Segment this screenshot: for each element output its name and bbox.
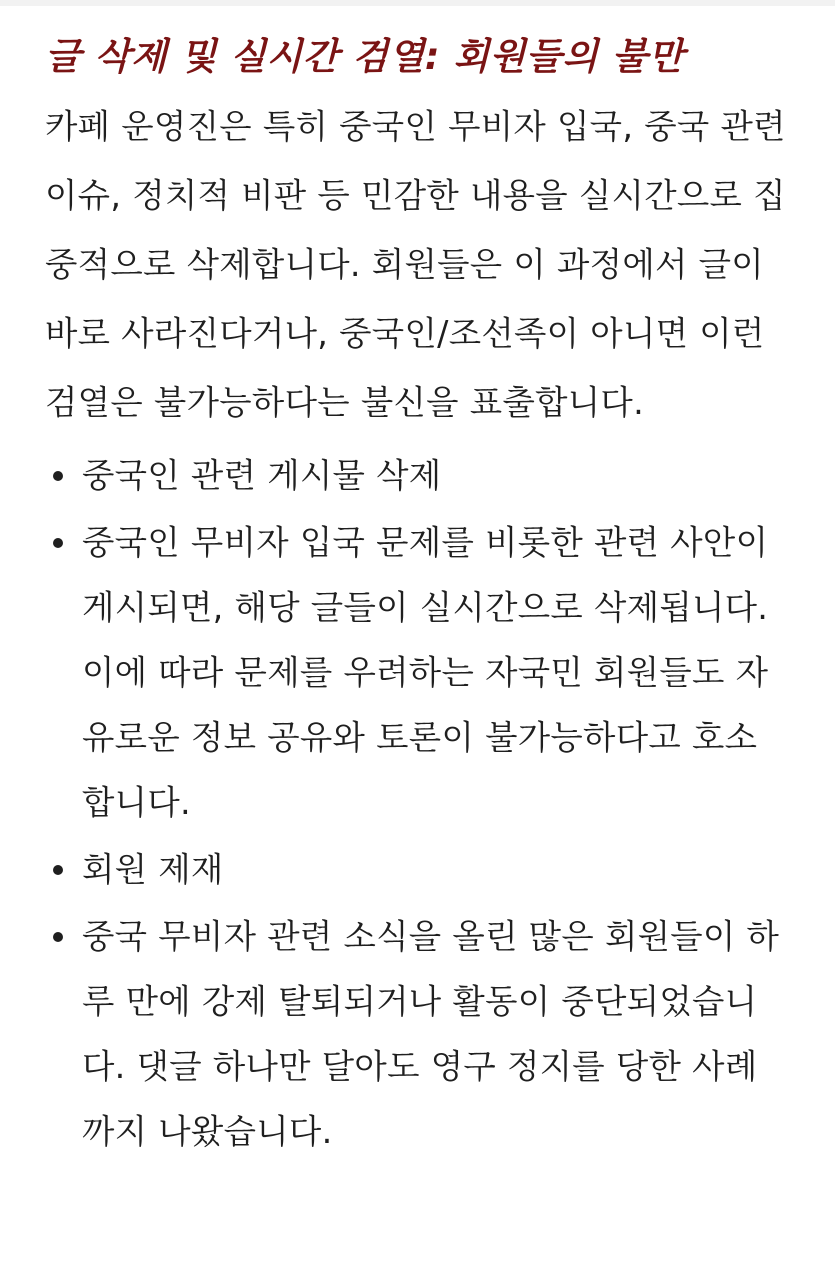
- bullet-dot-icon: [53, 538, 63, 548]
- bullet-dot-icon: [53, 932, 63, 942]
- bullet-item: [45, 443, 787, 508]
- bullet-item: [45, 904, 787, 1164]
- bullet-item: [45, 837, 787, 902]
- bullet-item: [45, 510, 787, 835]
- bullet-dot-icon: [53, 865, 63, 875]
- bullet-text: 중국인 관련 게시물 삭제: [82, 456, 442, 495]
- bullet-text: 중국 무비자 관련 소식을 올린 많은 회원들이 하루 만에 강제 탈퇴되거나 활동이 중단되었습니다. 댓글 하나만 달아도 영구 정지를 당한 사례까지 나왔습니다.: [82, 917, 780, 1151]
- bullet-dot-icon: [53, 471, 63, 481]
- intro-paragraph: 카페 운영진은 특히 중국인 무비자 입국, 중국 관련 이슈, 정치적 비판 등 민감한 내용을 실시간으로 집중적으로 삭제합니다. 회원들은 이 과정에서 글이 바로 사라진다거나, 중국인/조선족이 아니면 이런 검열은 불가능하다는 불신을 표출합니다.: [45, 107, 786, 422]
- bullet-text: 중국인 무비자 입국 문제를 비롯한 관련 사안이 게시되면, 해당 글들이 실시간으로 삭제됩니다. 이에 따라 문제를 우려하는 자국민 회원들도 자유로운 정보 공유와 토론이 불가능하다고 호소합니다.: [82, 523, 769, 822]
- bullet-list: [45, 443, 787, 1164]
- bullet-text: 회원 제재: [82, 850, 224, 889]
- section-heading: 글 삭제 및 실시간 검열: 회원들의 불만: [45, 35, 685, 78]
